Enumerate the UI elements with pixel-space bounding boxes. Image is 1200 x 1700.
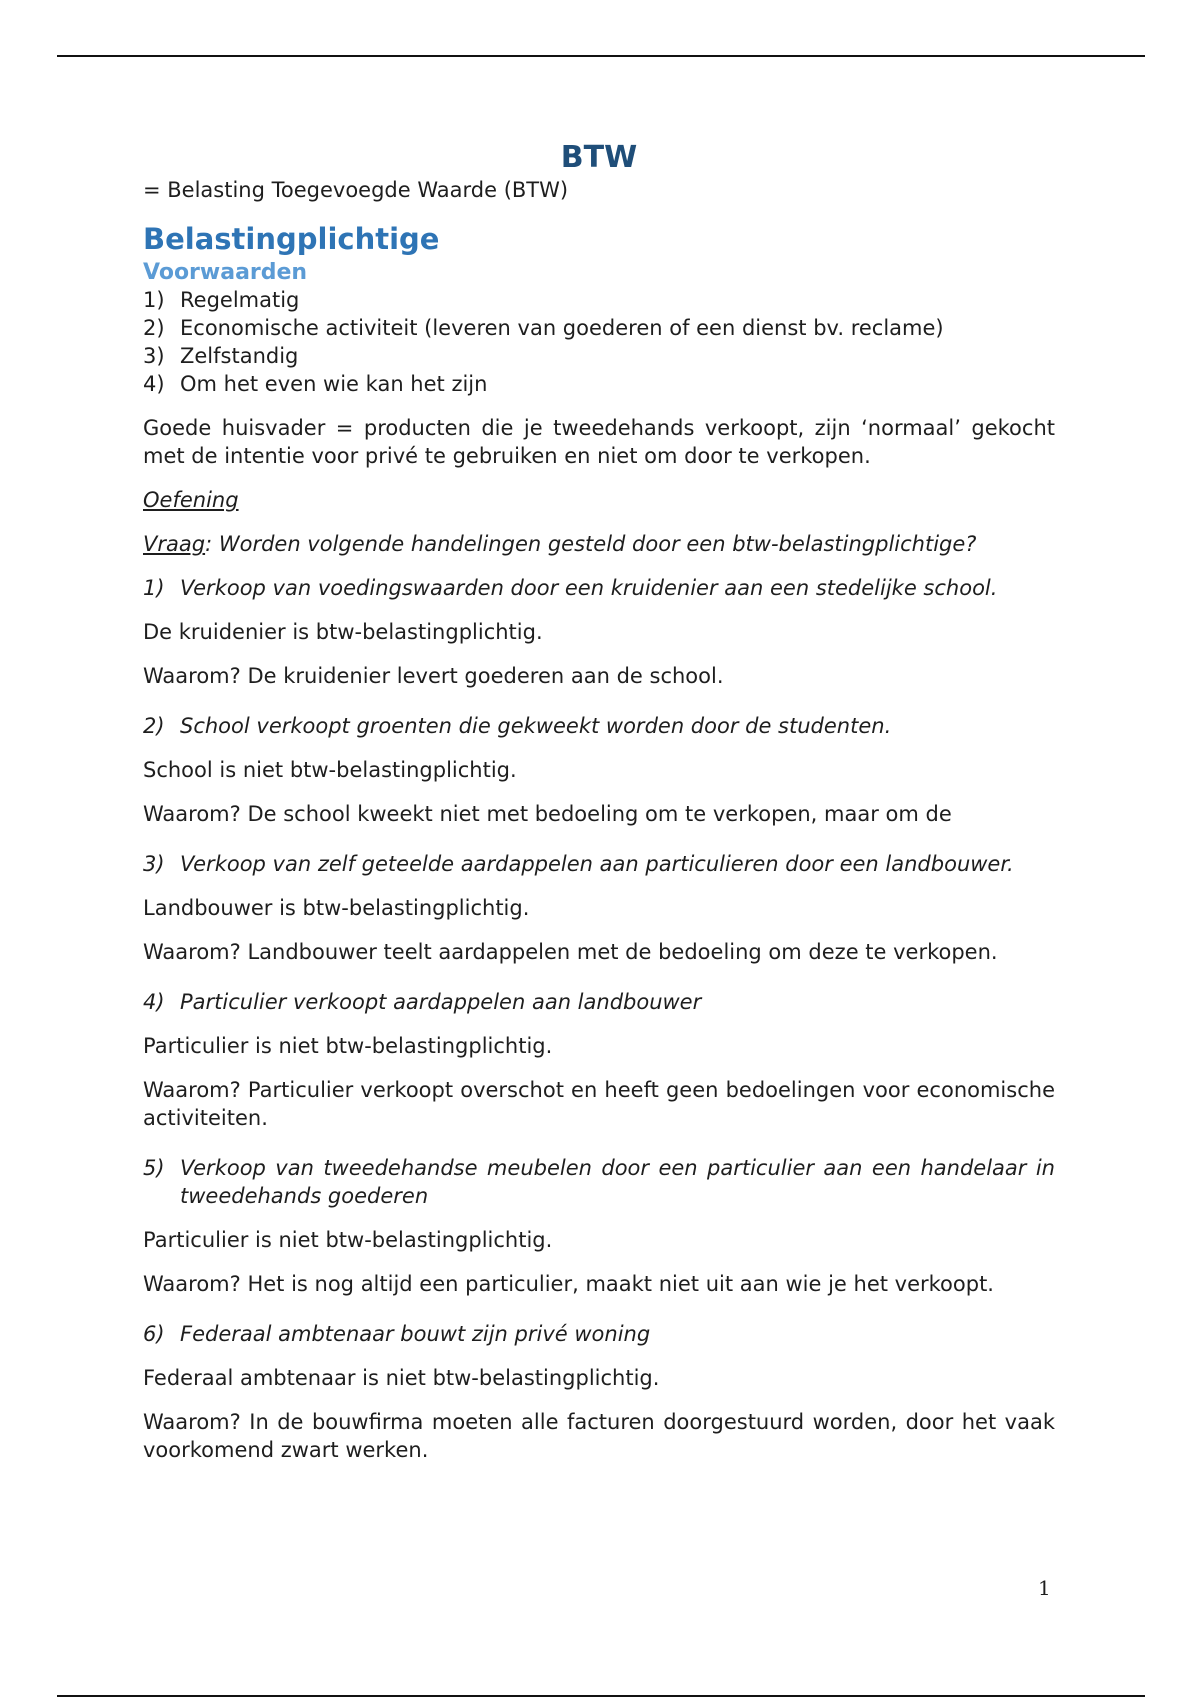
question-text: : Worden volgende handelingen gesteld door een btw-belastingplichtige? [205,532,977,556]
list-item: 3) Zelfstandig [143,344,299,368]
conditions-list [143,286,1055,398]
subsection-heading: Voorwaarden [143,260,308,285]
exercise-reason: Waarom? Landbouwer teelt aardappelen met de bedoeling om deze te verkopen. [143,940,998,964]
exercise-question: 4) Particulier verkoopt aardappelen aan landbouwer [143,990,702,1014]
document-page [143,140,1055,1480]
exercise-reason: Waarom? In de bouwfirma moeten alle facturen doorgestuurd worden, door het vaak voorkomend zwart werken. [143,1410,1055,1462]
exercise-question: 6) Federaal ambtenaar bouwt zijn privé woning [143,1322,651,1346]
exercise-reason: Waarom? De kruidenier levert goederen aan de school. [143,664,724,688]
exercise-answer: De kruidenier is btw-belastingplichtig. [143,620,543,644]
exercise-label: Oefening [143,488,239,512]
exercise-answer: Particulier is niet btw-belastingplichtig. [143,1228,553,1252]
list-item: 4) Om het even wie kan het zijn [143,372,488,396]
header-rule [57,55,1145,57]
title-expansion: = Belasting Toegevoegde Waarde (BTW) [143,178,569,202]
exercise-answer: School is niet btw-belastingplichtig. [143,758,517,782]
page-number: 1 [1038,1576,1051,1600]
exercise-question: 1) Verkoop van voedingswaarden door een kruidenier aan een stedelijke school. [143,576,998,600]
section-heading: Belastingplichtige [143,222,440,256]
exercise-question: 2) School verkoopt groenten die gekweekt worden door de studenten. [143,714,892,738]
list-item: 1) Regelmatig [143,288,300,312]
definition-paragraph: Goede huisvader = producten die je tweedehands verkoopt, zijn ‘normaal’ gekocht met de intentie voor privé te gebruiken en niet om door te verkopen. [143,416,1055,468]
exercise-answer: Federaal ambtenaar is niet btw-belastingplichtig. [143,1366,660,1390]
exercise-reason: Waarom? Het is nog altijd een particulier, maakt niet uit aan wie je het verkoopt. [143,1272,994,1296]
exercise-reason: Waarom? De school kweekt niet met bedoeling om te verkopen, maar om de [143,802,952,826]
question-label: Vraag [143,532,206,556]
exercise-answer: Landbouwer is btw-belastingplichtig. [143,896,530,920]
footer-rule [57,1695,1145,1697]
list-item: 2) Economische activiteit (leveren van goederen of een dienst bv. reclame) [143,316,944,340]
exercise-answer: Particulier is niet btw-belastingplichtig. [143,1034,553,1058]
exercise-question: 3) Verkoop van zelf geteelde aardappelen aan particulieren door een landbouwer. [143,852,1014,876]
exercise-question: 5) Verkoop van tweedehandse meubelen door een particulier aan een handelaar in tweedehands goederen [143,1156,1055,1208]
exercise-reason: Waarom? Particulier verkoopt overschot en heeft geen bedoelingen voor economische activiteiten. [143,1078,1055,1130]
document-title: BTW [560,140,638,175]
question-paragraph [143,530,1055,558]
